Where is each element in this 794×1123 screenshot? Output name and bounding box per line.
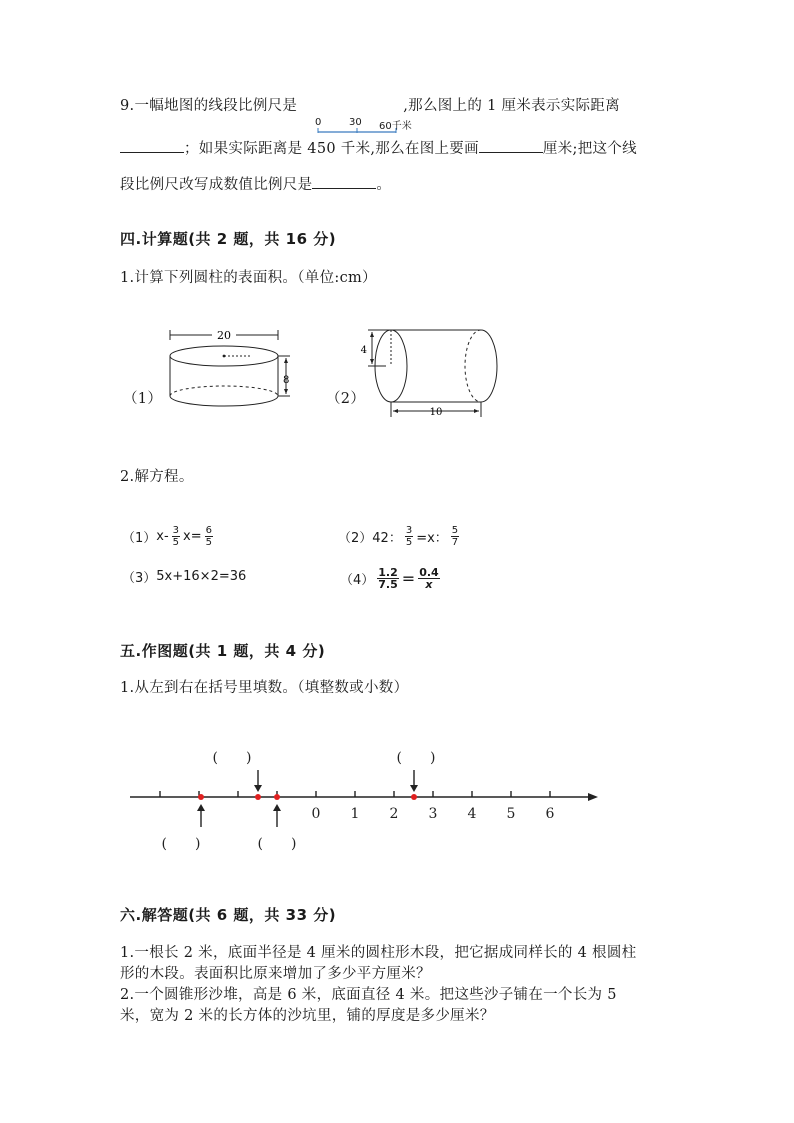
cylinder2-figure (356, 322, 506, 418)
arrow-up-2-head (273, 804, 281, 811)
axis-ticks (160, 791, 550, 797)
axis-arrow (588, 793, 598, 801)
q9-line1 (120, 96, 620, 116)
section6-title: 六.解答题(共 6 题，共 33 分) (120, 906, 337, 924)
cylinder2-length: 10 (429, 407, 443, 418)
tick-label-0: 0 (311, 806, 321, 822)
tick-label-4: 4 (467, 806, 477, 822)
equation-1-fraction-b: $\frac{6}{5}$ (205, 524, 213, 548)
section4-q2: 2.解方程。 (120, 469, 194, 485)
section6-q2-line1: 2.一个圆锥形沙堆，高是 6 米，底面直径 4 米。把这些沙子铺在一个长为 5 (120, 987, 617, 1003)
equation-3 (122, 566, 246, 586)
scale-label-60: 60千米 (379, 121, 412, 132)
equation-2-fraction-b: $\frac{5}{7}$ (451, 524, 459, 548)
cylinder2-label: （2） (326, 391, 366, 407)
tick-label-1: 1 (350, 806, 360, 822)
q9-line1-text-b: ,那么图上的 1 厘米表示实际距离 (403, 98, 620, 114)
scale-bar (310, 127, 420, 137)
q9-line2 (120, 138, 637, 159)
point-2 (255, 794, 261, 800)
equation-2-fraction-a: $\frac{3}{5}$ (405, 524, 413, 548)
q9-number: 9. (120, 98, 135, 114)
equation-2-mid: =x： (416, 530, 448, 546)
cylinder1-diameter: 20 (217, 329, 231, 342)
point-4 (411, 794, 417, 800)
section5-title: 五.作图题(共 1 题，共 4 分) (120, 642, 326, 660)
point-3 (274, 794, 280, 800)
q9-line2-text-a: ；如果实际距离是 450 千米,那么在图上要画 (184, 141, 479, 157)
q9-line3 (120, 174, 391, 195)
arrow-down-1-head (254, 785, 262, 792)
scale-label-30: 30 (349, 117, 362, 128)
equation-4-fraction-b: $\frac{0.4}{x}$ (419, 565, 439, 591)
tick-label-6: 6 (545, 806, 555, 822)
equation-4-equals: = (401, 568, 416, 588)
cylinder1-height: 8 (283, 375, 290, 386)
scale-label-0: 0 (315, 117, 322, 128)
cylinder1-label: （1） (123, 391, 163, 407)
cylinder2-diameter: 4 (360, 345, 367, 356)
section6-q2-line2: 米，宽为 2 米的长方体的沙坑里，铺的厚度是多少厘米？ (120, 1008, 495, 1024)
equation-1-fraction-a: $\frac{3}{5}$ (172, 524, 180, 548)
cylinder1-figure (160, 322, 300, 414)
equation-4 (340, 562, 443, 594)
section6-q1-line2: 形的木段。表面积比原来增加了多少平方厘米？ (120, 966, 431, 982)
tick-label-3: 3 (428, 806, 438, 822)
answer-blank-cm[interactable] (479, 138, 543, 153)
equation-2 (338, 521, 462, 551)
equation-2-pre: 42： (372, 530, 402, 546)
section6-q1-line1: 1.一根长 2 米，底面半径是 4 厘米的圆柱形木段，把它据成同样长的 4 根圆柱 (120, 945, 637, 961)
number-line (120, 740, 610, 860)
equation-4-fraction-a: $\frac{1.2}{7.5}$ (378, 565, 398, 591)
q9-line3-text-b: 。 (376, 177, 392, 193)
tick-label-2: 2 (389, 806, 399, 822)
equation-4-label: （4） (340, 572, 375, 588)
equation-2-label: （2） (338, 530, 373, 546)
arrow-down-2-head (410, 785, 418, 792)
equation-3-label: （3） (122, 570, 157, 586)
bracket-top-1[interactable]: ( ) (212, 750, 252, 766)
section4-title: 四.计算题(共 2 题，共 16 分) (120, 230, 337, 248)
q9-line1-text-a: 一幅地图的线段比例尺是 (134, 98, 298, 114)
answer-blank-distance[interactable] (120, 138, 184, 153)
arrow-up-1-head (197, 804, 205, 811)
bracket-bottom-2[interactable]: ( ) (257, 836, 297, 852)
tick-label-5: 5 (506, 806, 516, 822)
equation-3-text: 5x+16×2=36 (156, 568, 247, 584)
q9-line2-text-b: 厘米;把这个线 (542, 141, 637, 157)
answer-blank-ratio[interactable] (312, 174, 376, 189)
equation-1-mid: x= (183, 528, 202, 544)
q9-line3-text-a: 段比例尺改写成数值比例尺是 (120, 177, 313, 193)
equation-1 (122, 521, 216, 551)
section4-q1: 1.计算下列圆柱的表面积。（单位:cm） (120, 270, 377, 286)
bracket-bottom-1[interactable]: ( ) (161, 836, 201, 852)
equation-1-label: （1） (122, 530, 157, 546)
bracket-top-2[interactable]: ( ) (396, 750, 436, 766)
point-1 (198, 794, 204, 800)
section5-q1: 1.从左到右在括号里填数。（填整数或小数） (120, 680, 409, 696)
equation-1-pre: x- (156, 528, 169, 544)
